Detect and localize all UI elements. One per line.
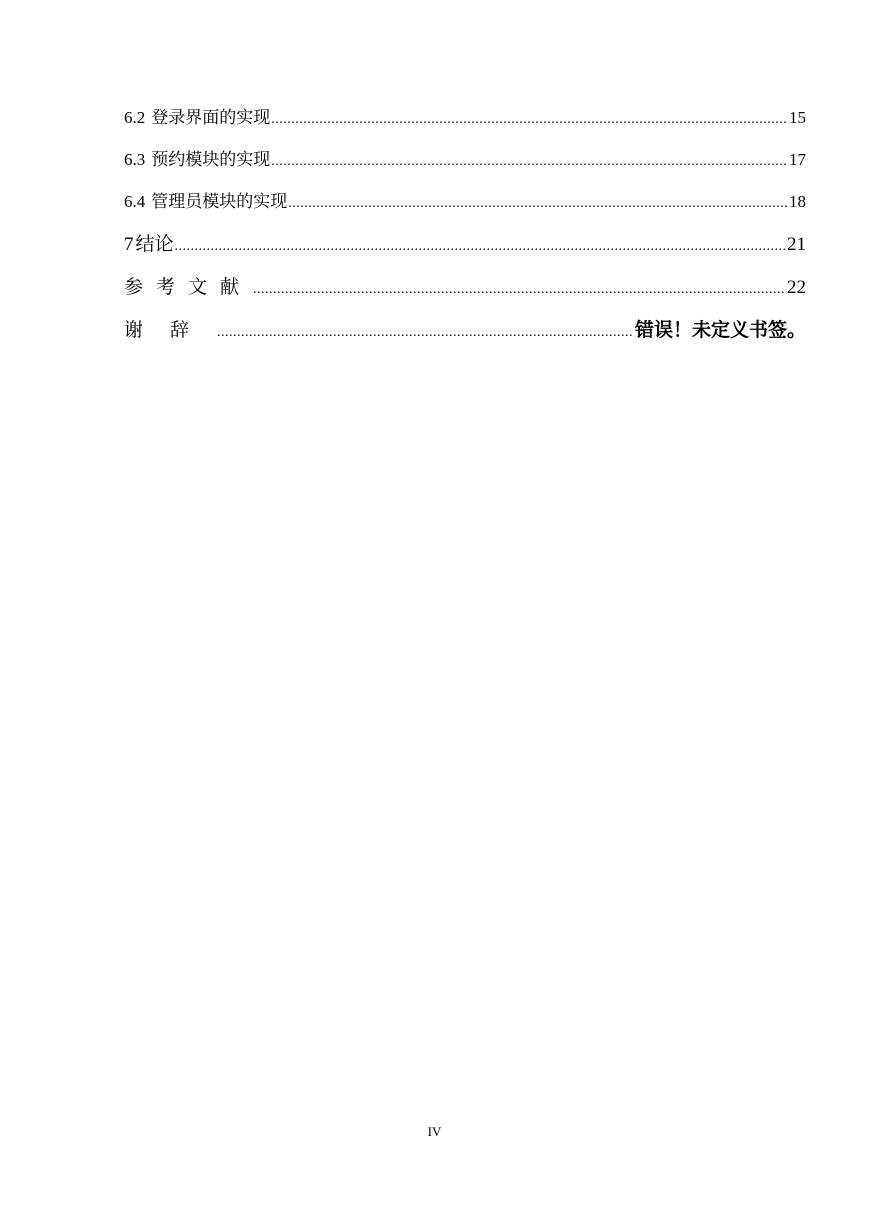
toc-entry-number: 6.3: [124, 150, 146, 169]
toc-dot-leader: [253, 282, 786, 298]
toc-entry-number: 7: [124, 234, 134, 255]
toc-entry-title: 谢辞: [124, 320, 217, 341]
toc-entry[interactable]: [124, 272, 806, 315]
toc-entry-page: 17: [789, 150, 806, 169]
toc-entry-title: 登录界面的实现: [151, 108, 271, 127]
toc-entry[interactable]: [124, 145, 806, 187]
toc-dot-leader: [217, 325, 634, 341]
toc-entry-page-error: 错误！未定义书签。: [634, 319, 806, 341]
toc-entry-title: 结论: [135, 234, 174, 255]
toc-entry-page: 21: [787, 234, 806, 255]
toc-entry-page: 15: [789, 108, 806, 127]
toc-dot-leader: [175, 239, 786, 255]
toc-dot-leader: [288, 196, 788, 212]
page-number: IV: [427, 1124, 442, 1139]
toc-dot-leader: [271, 112, 788, 128]
table-of-contents: [124, 103, 806, 358]
toc-entry-number: 6.4: [124, 192, 146, 211]
toc-entry-page: 18: [789, 192, 806, 211]
toc-entry-number: 6.2: [124, 108, 146, 127]
toc-entry-title: 参考文献: [124, 277, 253, 298]
toc-entry-title: 管理员模块的实现: [151, 192, 288, 211]
toc-entry-page: 22: [787, 277, 806, 298]
toc-dot-leader: [271, 154, 788, 170]
toc-entry[interactable]: [124, 187, 806, 229]
toc-entry-title: 预约模块的实现: [151, 150, 271, 169]
toc-entry[interactable]: [124, 103, 806, 145]
toc-entry[interactable]: [124, 315, 806, 358]
toc-entry[interactable]: [124, 229, 806, 272]
